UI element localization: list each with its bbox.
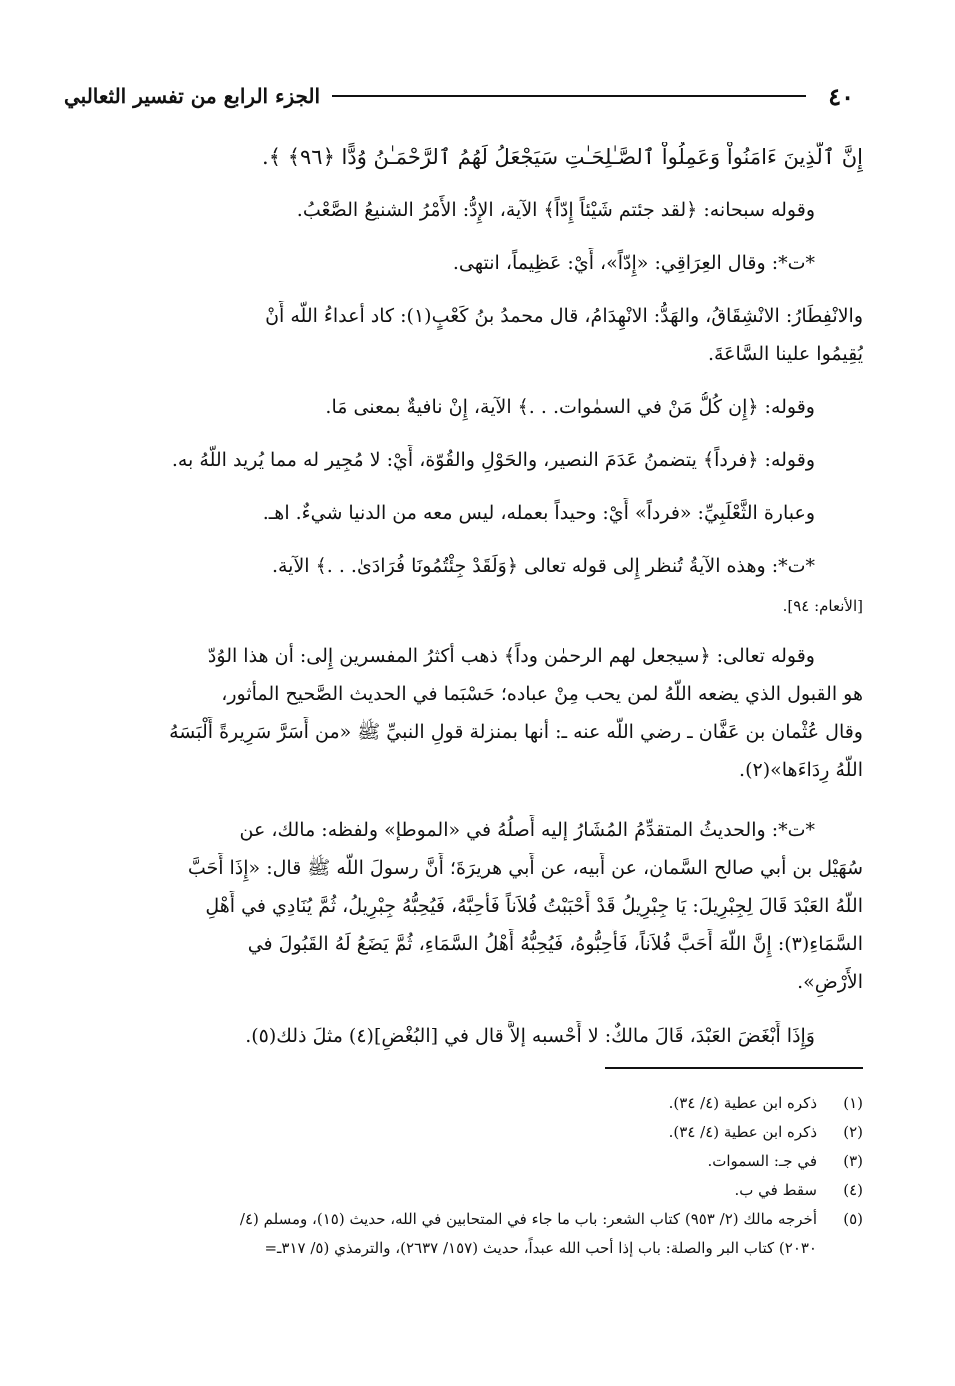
body-line: والانْفِطَارُ: الانْشِقَاقُ، والهَدُّ: الانْهِدَامُ، قال محمدُ بنُ كَعْبٍ(١): كاد أعداءُ اللّه أَنْ [265, 305, 863, 327]
body-line: وقال عُثْمان بن عَفَّان ـ رضي اللّه عنه ـ: أنها بمنزلة قولِ النبيِّ ﷺ «من أَسَرَّ سَرِيرةً أَلْبَسَهُ [169, 721, 863, 743]
footnote-text: أخرجه مالك (٢/ ٩٥٣) كتاب الشعر: باب ما جاء في المتحابين في الله، حديث (١٥)، ومسلم (٤/ [239, 1210, 817, 1228]
footnote [70, 1150, 863, 1174]
footnote [70, 1237, 863, 1261]
body-line: الأَرْضِ». [797, 971, 863, 993]
verse-reference: [الأنعام: ٩٤]. [782, 597, 863, 615]
body-line: اللّهُ العَبْدَ قَالَ لِجِبْرِيلَ: يَا جِبْرِيلُ قَدْ أَحْبَبْتُ فُلاَناً فَأَحِبَّهُ، فَيُحِبُّهُ جِبْرِيلُ، ثُمَّ يُنَادِي في أَهْلِ [205, 895, 863, 917]
footnote-number: (٤) [843, 1181, 863, 1199]
body-line: اللّهُ رِدَاءَها»(٢). [739, 759, 863, 781]
body-line: وقوله تعالى: ﴿سيجعل لهم الرحمٰن وداً﴾ ذهب أكثرُ المفسرين إِلى: أن هذا الوُدّ [207, 645, 815, 667]
footnote [70, 1121, 863, 1145]
header-rule [332, 95, 806, 97]
footnote [70, 1208, 863, 1232]
body-line: وَإِذَا أَبْغَضَ العَبْدَ، قَالَ مالكٌ: لا أَحْسبه إلاَّ قال في [البُغْضِ](٤) مثلَ ذلك(٥). [245, 1025, 815, 1047]
footnote-number: (١) [843, 1094, 863, 1112]
footnote-number: (٢) [843, 1123, 863, 1141]
body-line: سُهَيْل بن أبي صالح السَّمان، عن أَبيه، عن أَبي هريرَةَ؛ أَنَّ رسولَ اللّه ﷺ قال: «إِذَا أَحَبَّ [187, 857, 863, 879]
body-line: وقوله: ﴿فرداً﴾ يتضمنُ عَدَمَ النصير، والحَوْلِ والقُوّة، أَيْ: لا مُجِير له مما يُريد اللّهُ به. [171, 449, 815, 471]
footnote-text: ذكره ابن عطية (٤/ ٣٤). [668, 1123, 817, 1141]
footnote-text: سقط في ب. [734, 1181, 817, 1199]
body-line: وقوله سبحانه: ﴿لقد جئتم شَيْئاً إِدّاً﴾ الآية، الإِدُّ: الأَمْرُ الشنيعُ الصَّعْبُ. [296, 199, 815, 221]
body-line: *ت*: وقال العِرَاقِي: «إِدّاً»، أَيْ: عَظِيماً، انتهى. [452, 252, 815, 274]
running-title: الجزء الرابع من تفسير الثعالبي [64, 84, 321, 108]
body-line: وعبارة الثَّعْلَبِيِّ: «فرداً» أَيْ: وحيداً بعمله، ليس معه من الدنيا شيءٌ. اهـ. [262, 502, 815, 524]
body-line: وقوله: ﴿إِن كُلُّ مَنْ في السمٰوات. . .﴾ الآية، إِنْ نافيةٌ بمعنى مَا. [325, 396, 815, 418]
footnote-number: (٥) [843, 1210, 863, 1228]
footnote [70, 1179, 863, 1203]
footnote-text: ذكره ابن عطية (٤/ ٣٤). [668, 1094, 817, 1112]
footnote-number: (٣) [843, 1152, 863, 1170]
body-line: السَّمَاءِ(٣): إِنَّ اللّهَ أَحَبَّ فُلاَناً، فَأَحِبُّوهُ، فَيُحِبُّهُ أَهْلُ السَّمَاءِ، ثُمَّ يَضَعُ لَهُ القَبُولَ في [247, 933, 863, 955]
body-line: *ت*: والحديثُ المتقدِّمُ المُشَارُ إليه أَصلُهُ في «الموطإ» ولفظه: مالك، عن [239, 819, 815, 841]
footnote-text: في جـ: السموات. [707, 1152, 817, 1170]
footnote-text: ٢٠٣٠) كتاب البر والصلة: باب إذا أحب الله عبداً، حديث (١٥٧/ ٢٦٣٧)، والترمذي (٥/ ٣١٧ـ= [264, 1239, 817, 1257]
footnote-rule [605, 1067, 863, 1069]
page-header [64, 76, 854, 116]
body-line: يُقِيمُوا علينا السَّاعَةَ. [707, 343, 863, 365]
body-line: هو القبول الذي يضعه اللّهُ لمن يحب مِنْ عباده؛ حَسْبَما في الحديث الصَّحيح المأثور، [221, 683, 863, 705]
quran-verse-line: إِنَّ ٱلَّذِينَ ءَامَنُواْ وَعَمِلُواْ ٱلصَّـٰلِحَـٰتِ سَيَجْعَلُ لَهُمُ ٱلرَّحْمَـٰنُ وُدًّا ﴿٩٦﴾ ﴾. [262, 145, 863, 169]
body-line: *ت*: وهذه الآيةُ تُنظر إِلى قوله تعالى ﴿وَلَقَدْ جِئْتُمُونَا فُرَادَىٰ. . .﴾ الآية. [271, 555, 815, 577]
footnote [70, 1092, 863, 1116]
page-number: ٤٠ [828, 81, 854, 111]
